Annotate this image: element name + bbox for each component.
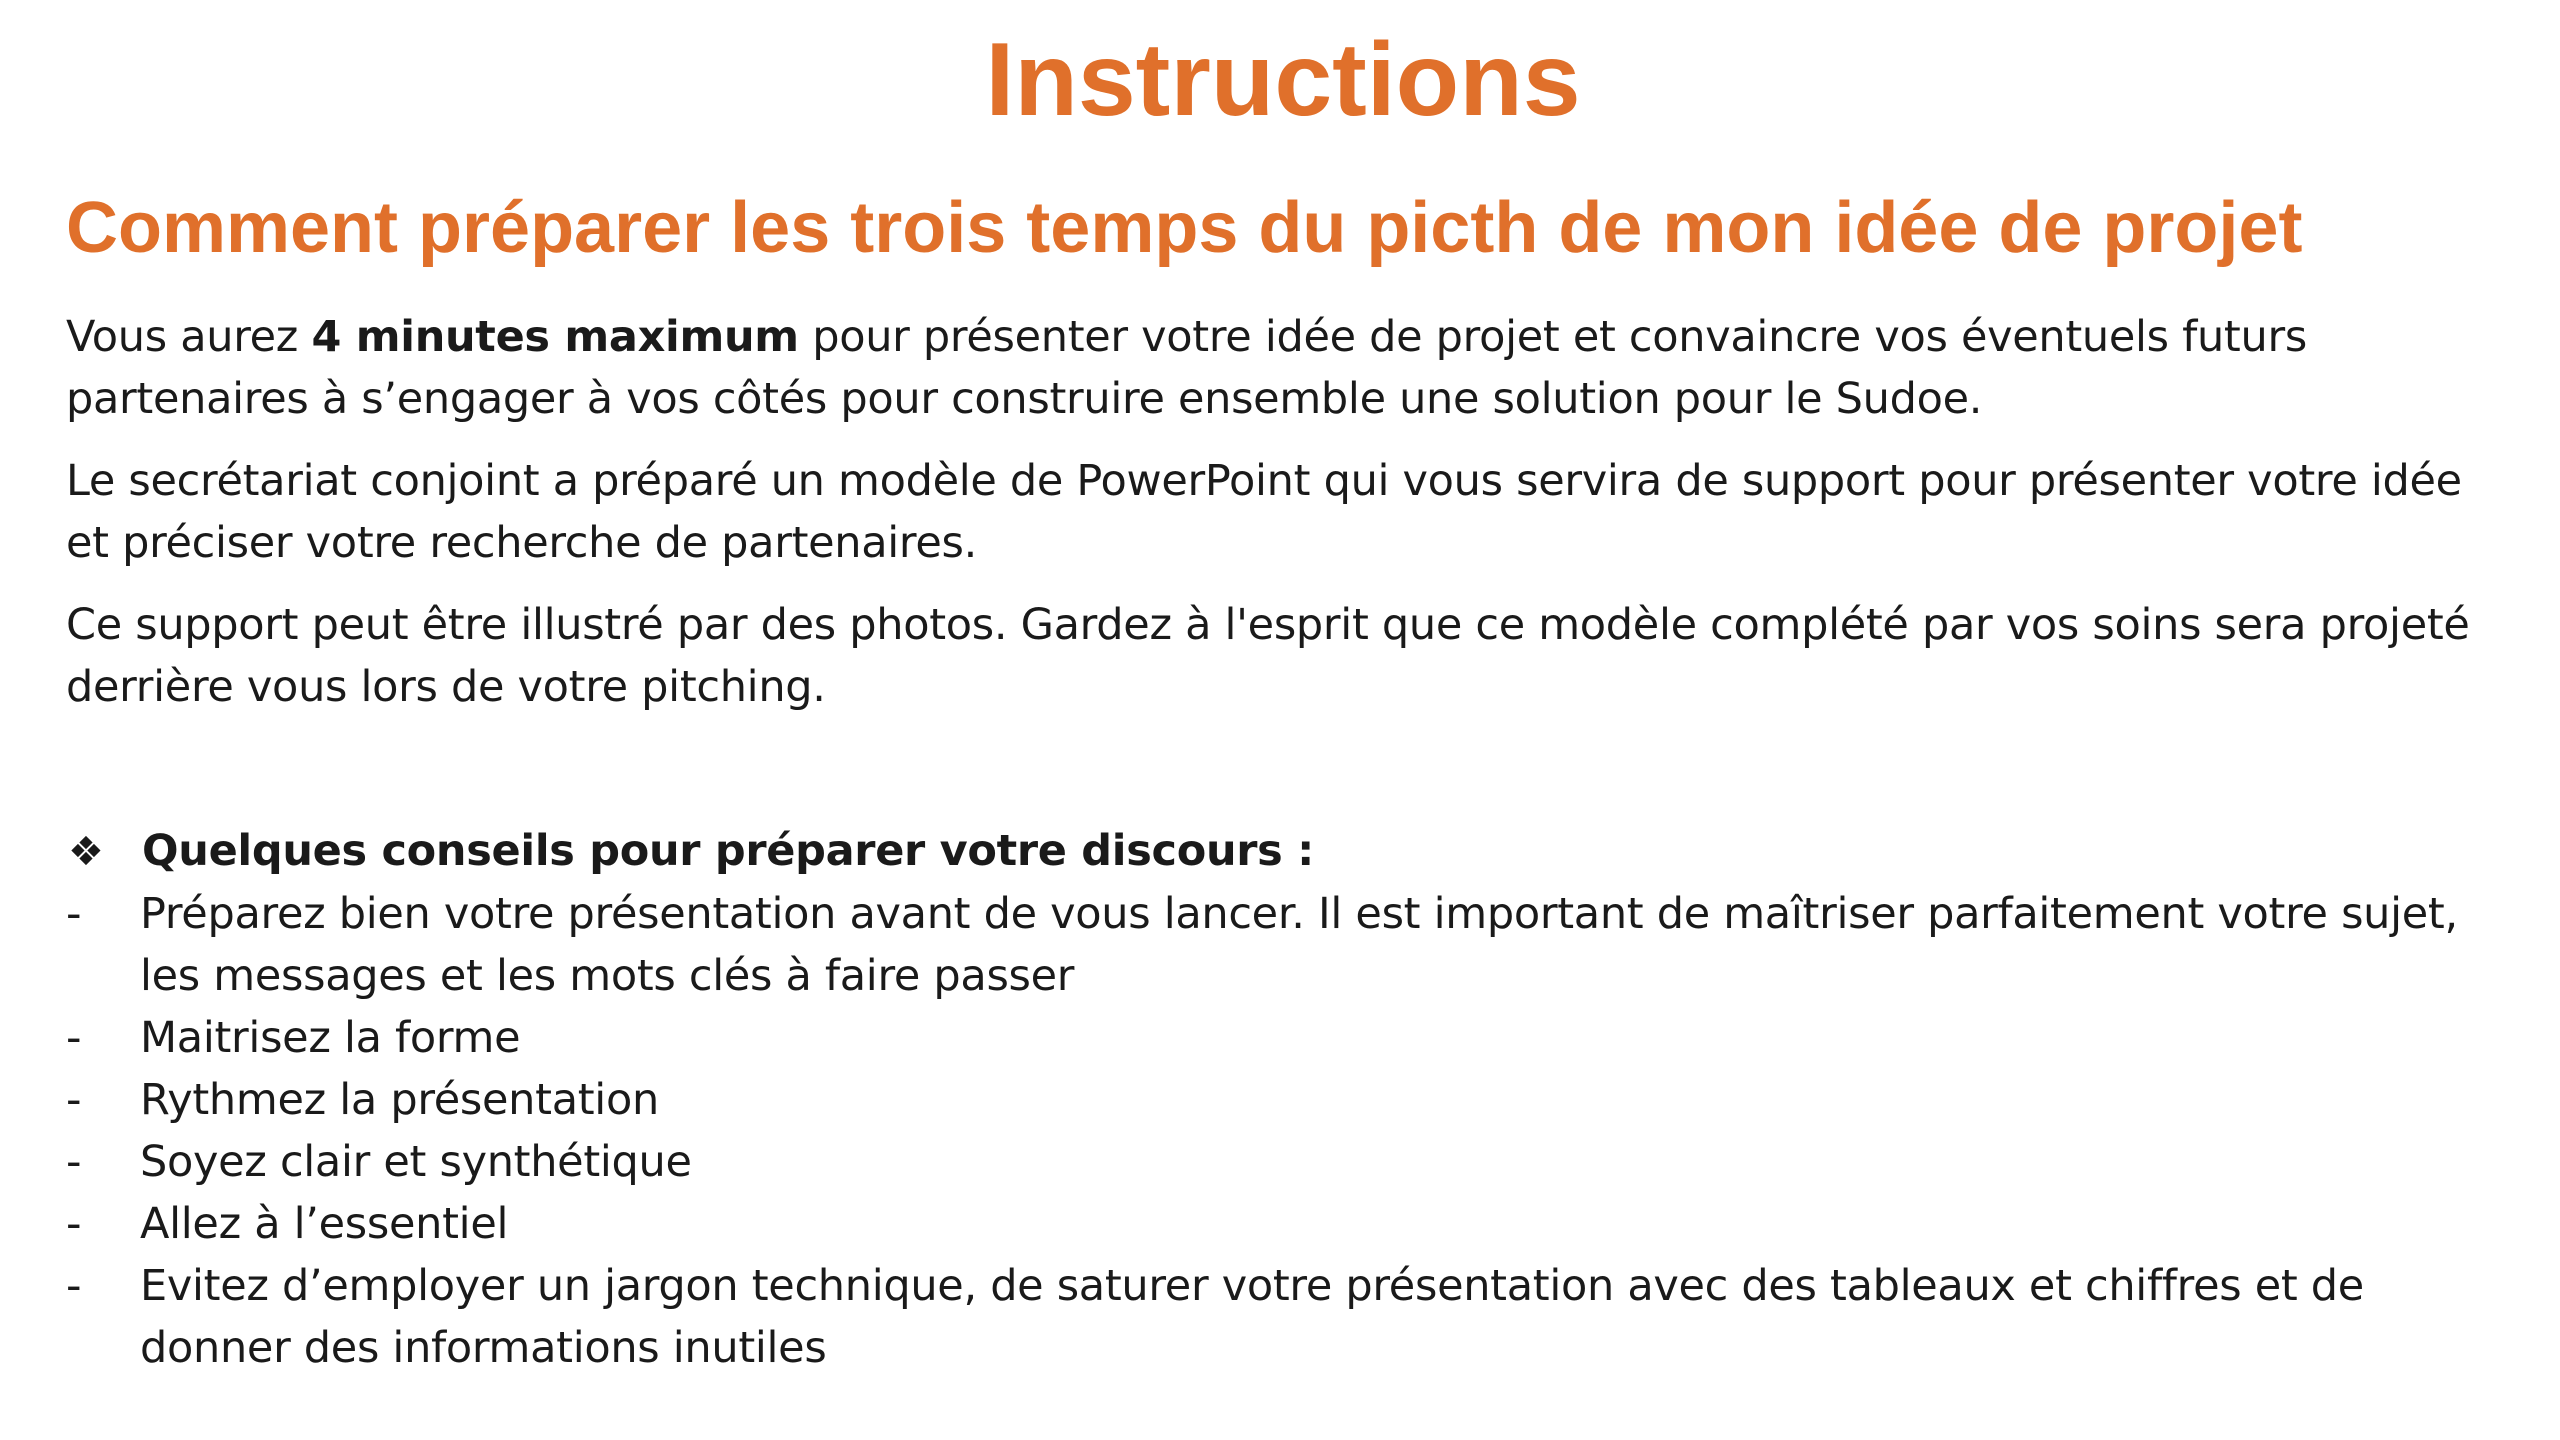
list-item-text: Allez à l’essentiel <box>140 1199 509 1249</box>
dash-bullet: - <box>66 1075 82 1125</box>
list-item-text: Soyez clair et synthétique <box>140 1137 692 1187</box>
tips-heading-text: Quelques conseils pour préparer votre discours : <box>142 826 1315 876</box>
list-item <box>66 1131 2500 1193</box>
list-item-text: Rythmez la présentation <box>140 1075 659 1125</box>
template-paragraph: Le secrétariat conjoint a préparé un modèle de PowerPoint qui vous servira de support pour présenter votre idée et préciser votre recherche de partenaires. <box>66 456 2462 568</box>
dash-bullet: - <box>66 889 82 939</box>
intro-paragraph <box>66 306 2500 430</box>
dash-bullet: - <box>66 1137 82 1187</box>
list-item <box>66 1255 2500 1379</box>
time-limit-emphasis: 4 minutes maximum <box>311 312 799 362</box>
list-item <box>66 1193 2500 1255</box>
list-item-text: Evitez d’employer un jargon technique, de saturer votre présentation avec des tableaux et chiffres et de donner des informations inutiles <box>140 1261 2364 1373</box>
diamond-bullet-icon: ❖ <box>68 829 104 875</box>
dash-bullet: - <box>66 1261 82 1311</box>
page-title: Instructions <box>985 22 1581 138</box>
support-paragraph: Ce support peut être illustré par des photos. Gardez à l'esprit que ce modèle complété par vos soins sera projeté derrière vous lors de votre pitching. <box>66 600 2470 712</box>
list-item <box>66 1069 2500 1131</box>
list-item <box>66 883 2500 1007</box>
dash-bullet: - <box>66 1199 82 1249</box>
intro-text-end: pour présenter votre idée de projet et convaincre vos éventuels futurs partenaires à s’engager à vos côtés pour construire ensemble une solution pour le Sudoe. <box>66 312 2307 424</box>
list-item-text: Maitrisez la forme <box>140 1013 521 1063</box>
list-item <box>66 1007 2500 1069</box>
tips-section <box>66 820 2500 1379</box>
list-item-text: Préparez bien votre présentation avant de vous lancer. Il est important de maîtriser parfaitement votre sujet, les messages et les mots clés à faire passer <box>140 889 2458 1001</box>
page-subtitle: Comment préparer les trois temps du picth de mon idée de projet <box>66 188 2303 268</box>
intro-text-start: Vous aurez <box>66 312 312 362</box>
dash-bullet: - <box>66 1013 82 1063</box>
tips-heading <box>66 820 2500 883</box>
